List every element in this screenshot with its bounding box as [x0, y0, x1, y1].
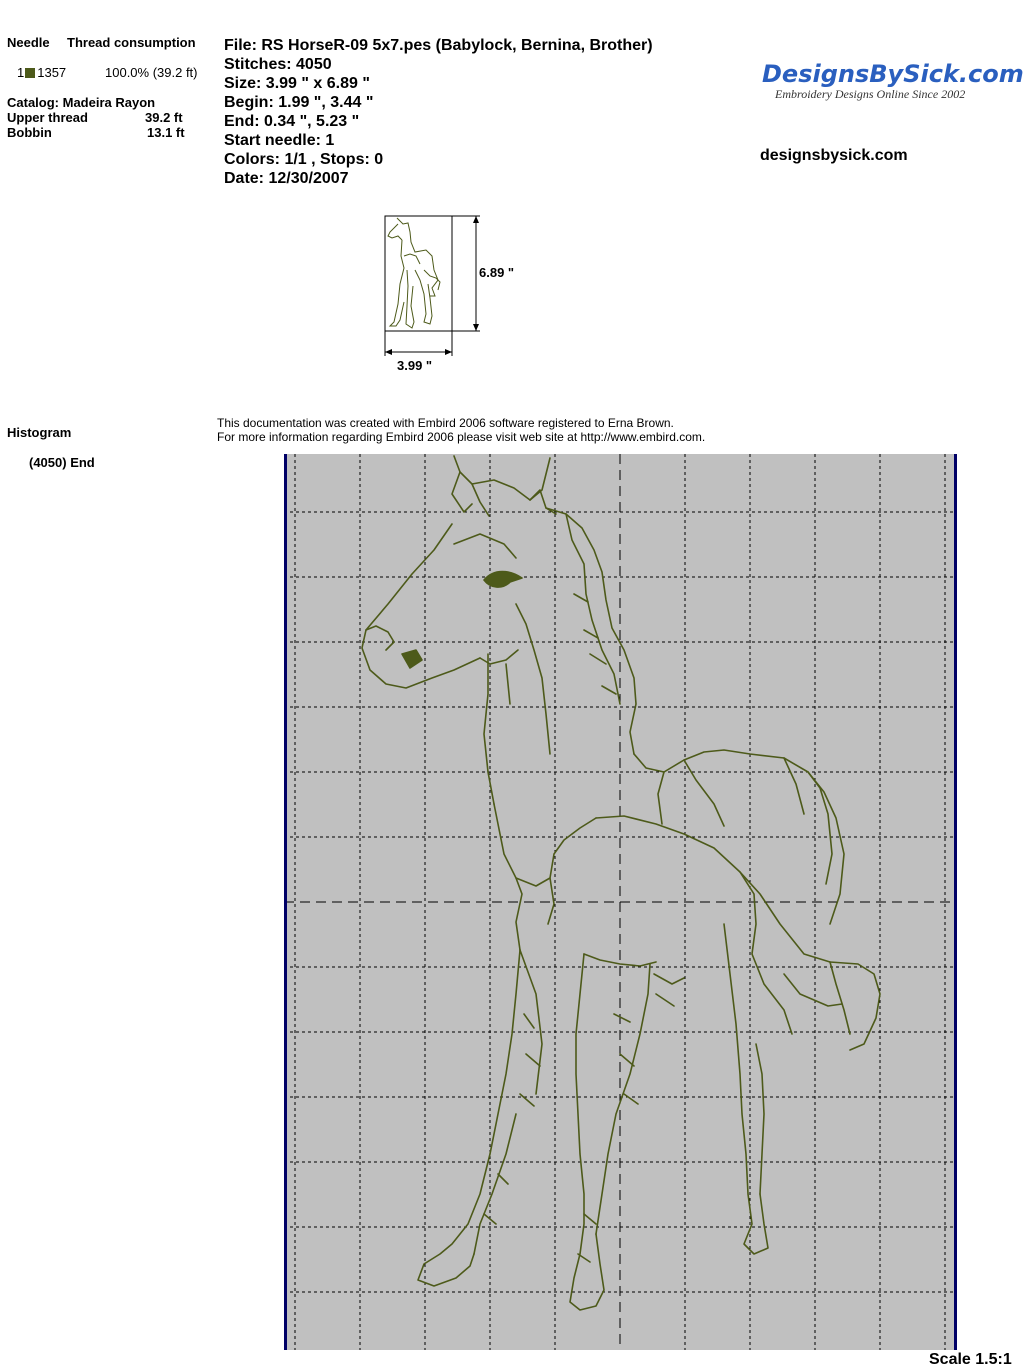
end-point: End: 0.34 ", 5.23 " [224, 113, 360, 130]
center-axes [284, 454, 957, 1350]
catalog-label: Catalog: Madeira Rayon [7, 95, 156, 110]
needle-header: Needle [7, 35, 50, 50]
scale-label: Scale 1.5:1 [929, 1351, 1012, 1368]
design-date: Date: 12/30/2007 [224, 170, 349, 187]
begin-point: Begin: 1.99 ", 3.44 " [224, 94, 374, 111]
width-label: 3.99 " [397, 358, 433, 373]
thread-code: 1357 [37, 65, 67, 80]
upper-thread-value: 39.2 ft [145, 110, 183, 125]
thumbnail-frame [385, 216, 452, 331]
bobbin-label: Bobbin [7, 125, 52, 140]
histogram-title: Histogram [7, 425, 72, 440]
file-info [224, 36, 653, 188]
histogram-entry: (4050) End [29, 455, 95, 470]
note-line-2: For more information regarding Embird 2006 please visit web site at http://www.embird.com. [217, 430, 706, 444]
upper-thread-label: Upper thread [7, 110, 88, 125]
file-name: File: RS HorseR-09 5x7.pes (Babylock, Bernina, Brother) [224, 37, 653, 54]
design-thumbnail [380, 210, 540, 380]
design-size: Size: 3.99 " x 6.89 " [224, 75, 370, 92]
hoop-frame-left [284, 454, 287, 1350]
hoop-frame-right [954, 454, 957, 1350]
thread-amount: 100.0% (39.2 ft) [105, 65, 198, 80]
logo-tagline: Embroidery Designs Online Since 2002 [775, 87, 966, 101]
thread-consumption-header: Thread consumption [67, 35, 196, 50]
site-url: designsbysick.com [760, 147, 908, 164]
documentation-note [217, 416, 705, 444]
needle-number: 1 [17, 65, 25, 80]
start-needle: Start needle: 1 [224, 132, 335, 149]
stitch-count: Stitches: 4050 [224, 56, 332, 73]
horse-design [362, 456, 880, 1310]
hoop-preview [284, 454, 957, 1350]
thread-row [17, 65, 66, 80]
height-label: 6.89 " [479, 265, 515, 280]
color-swatch-icon [25, 68, 35, 78]
note-line-1: This documentation was created with Embird 2006 software registered to Erna Brown. [217, 416, 674, 430]
colors-stops: Colors: 1/1 , Stops: 0 [224, 151, 384, 168]
hoop-grid-canvas [284, 454, 957, 1350]
site-logo: DesignsBySick.com [762, 60, 1024, 88]
bobbin-value: 13.1 ft [147, 125, 185, 140]
